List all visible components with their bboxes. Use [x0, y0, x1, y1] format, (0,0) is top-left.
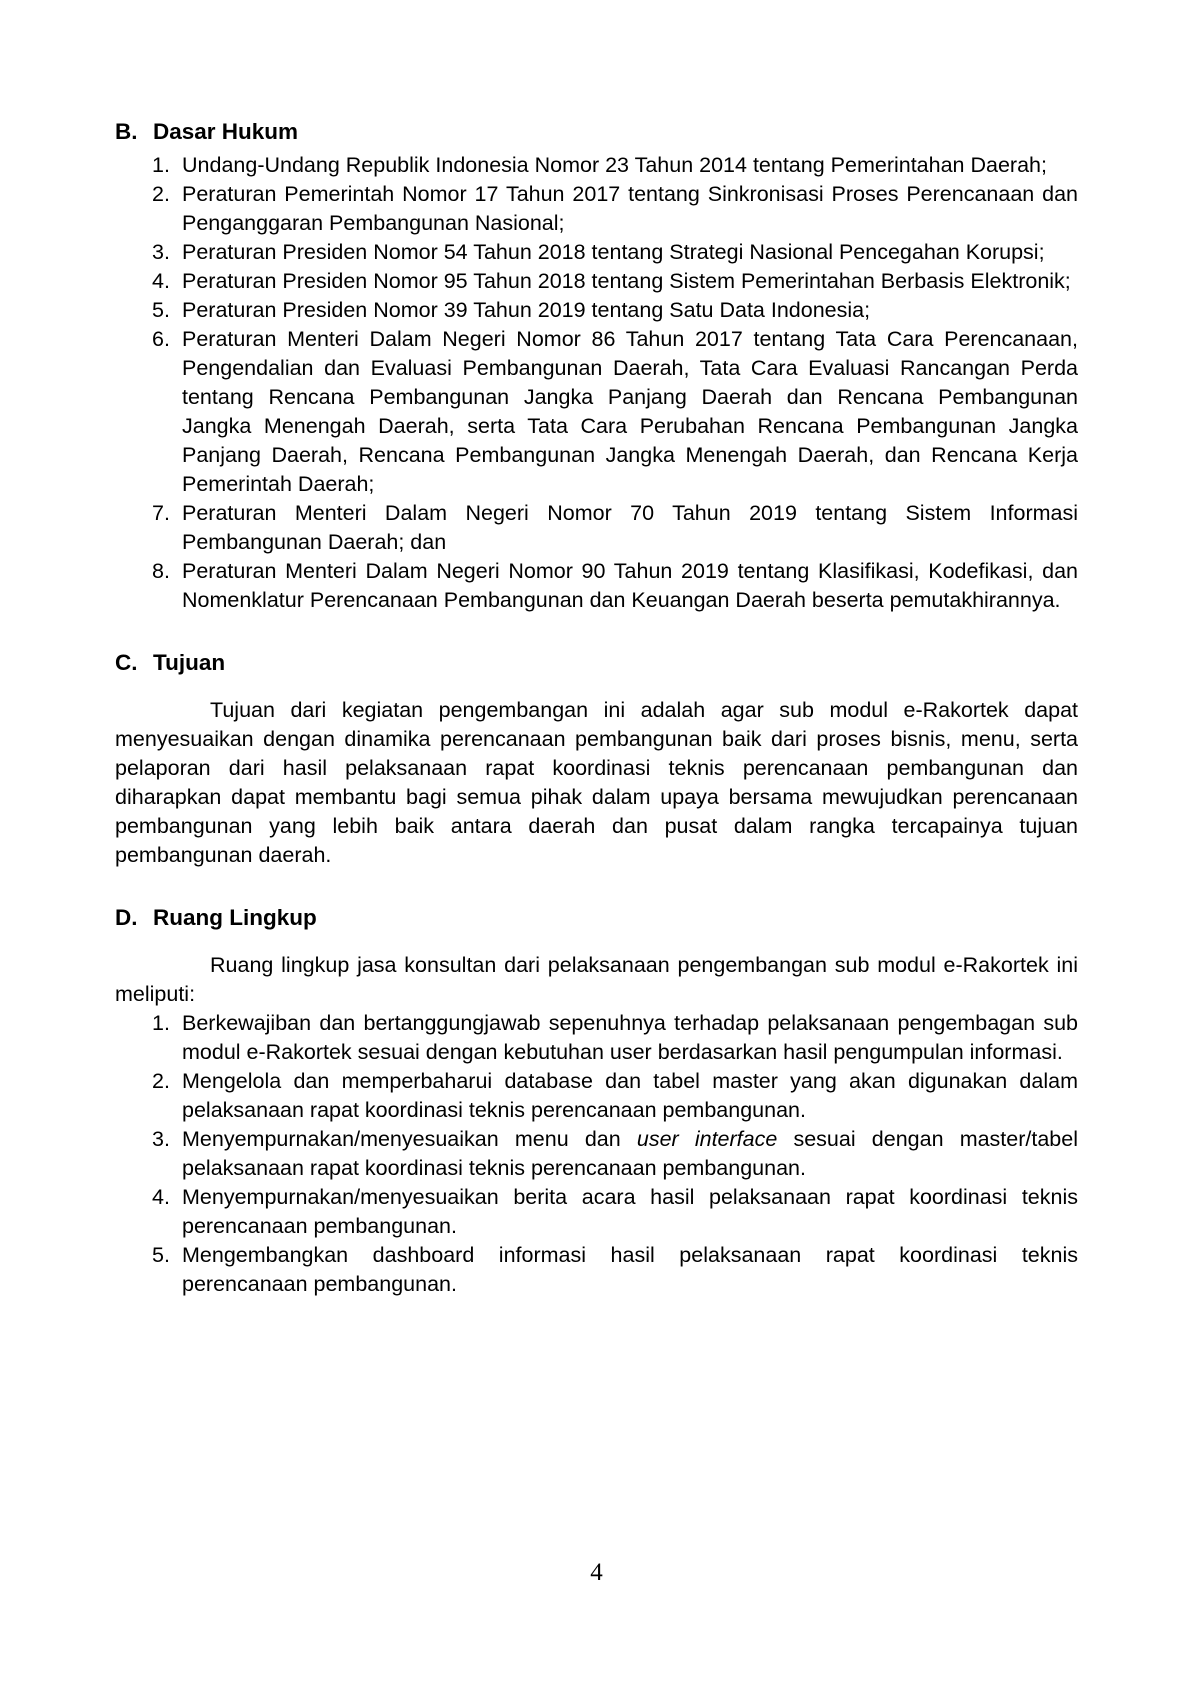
list-item-number: 2. — [152, 1069, 170, 1093]
list-item-text: Berkewajiban dan bertanggungjawab sepenuhnya terhadap pelaksanaan pengembagan sub modul e-Rakortek sesuai dengan kebutuhan user berdasarkan hasil pengumpulan informasi. — [182, 1011, 1078, 1064]
list-item — [115, 267, 1078, 296]
list-item-text-post: sesuai dengan master/tabel pelaksanaan rapat koordinasi teknis perencanaan pembangunan. — [182, 1127, 1078, 1180]
list-item-text: Peraturan Menteri Dalam Negeri Nomor 70 Tahun 2019 tentang Sistem Informasi Pembangunan Daerah; dan — [182, 501, 1078, 554]
list-item-number: 7. — [152, 501, 170, 525]
list-item — [115, 325, 1078, 499]
section-title: Tujuan — [153, 650, 226, 675]
list-item-text: Peraturan Presiden Nomor 54 Tahun 2018 tentang Strategi Nasional Pencegahan Korupsi; — [182, 240, 1045, 264]
ruang-lingkup-intro: Ruang lingkup jasa konsultan dari pelaksanaan pengembangan sub modul e-Rakortek ini meliputi: — [115, 953, 1078, 1006]
list-item-text: Peraturan Menteri Dalam Negeri Nomor 86 Tahun 2017 tentang Tata Cara Perencanaan, Pengendalian dan Evaluasi Pembangunan Daerah, Tata Cara Evaluasi Rancangan Perda tentang Rencana Pembangunan Jangka Panjang Daerah dan Rencana Pembangunan Jangka Menengah Daerah, serta Tata Cara Perubahan Rencana Pembangunan Jangka Panjang Daerah, Rencana Pembangunan Jangka Menengah Daerah, dan Rencana Kerja Pemerintah Daerah; — [182, 327, 1078, 496]
section-marker: B. — [115, 119, 138, 144]
section-marker: C. — [115, 650, 138, 675]
list-item-number: 5. — [152, 1243, 170, 1267]
list-item-text: Peraturan Pemerintah Nomor 17 Tahun 2017 tentang Sinkronisasi Proses Perencanaan dan Penganggaran Pembangunan Nasional; — [182, 182, 1078, 235]
list-item-text: Peraturan Presiden Nomor 95 Tahun 2018 tentang Sistem Pemerintahan Berbasis Elektronik; — [182, 269, 1071, 293]
list-item-text: Undang-Undang Republik Indonesia Nomor 23 Tahun 2014 tentang Pemerintahan Daerah; — [182, 153, 1047, 177]
list-item — [115, 1125, 1078, 1183]
list-item-number: 3. — [152, 240, 170, 264]
list-item-text: Mengembangkan dashboard informasi hasil pelaksanaan rapat koordinasi teknis perencanaan pembangunan. — [182, 1243, 1078, 1296]
list-item — [115, 1067, 1078, 1125]
section-ruang-lingkup — [115, 903, 1078, 1299]
list-item — [115, 151, 1078, 180]
section-tujuan — [115, 648, 1078, 870]
list-item-number: 4. — [152, 269, 170, 293]
tujuan-paragraph: Tujuan dari kegiatan pengembangan ini adalah agar sub modul e-Rakortek dapat menyesuaikan dengan dinamika perencanaan pembangunan baik dari proses bisnis, menu, serta pelaporan dari hasil pelaksanaan rapat koordinasi teknis perencanaan pembangunan dan diharapkan dapat membantu bagi semua pihak dalam upaya bersama mewujudkan perencanaan pembangunan yang lebih baik antara daerah dan pusat dalam rangka tercapainya tujuan pembangunan daerah. — [115, 698, 1078, 867]
list-item — [115, 499, 1078, 557]
list-item — [115, 1241, 1078, 1299]
section-heading-dasar-hukum — [115, 117, 1078, 146]
section-dasar-hukum — [115, 117, 1078, 615]
section-title: Ruang Lingkup — [153, 905, 317, 930]
section-heading-tujuan — [115, 648, 1078, 677]
list-item — [115, 180, 1078, 238]
section-heading-ruang-lingkup — [115, 903, 1078, 932]
list-item-number: 4. — [152, 1185, 170, 1209]
list-item-number: 1. — [152, 153, 170, 177]
section-title: Dasar Hukum — [153, 119, 299, 144]
list-item-number: 5. — [152, 298, 170, 322]
list-item — [115, 557, 1078, 615]
list-item-text: Menyempurnakan/menyesuaikan berita acara hasil pelaksanaan rapat koordinasi teknis perencanaan pembangunan. — [182, 1185, 1078, 1238]
list-item — [115, 238, 1078, 267]
list-item-text: Peraturan Presiden Nomor 39 Tahun 2019 tentang Satu Data Indonesia; — [182, 298, 871, 322]
ruang-lingkup-list — [115, 1009, 1078, 1299]
list-item-number: 1. — [152, 1011, 170, 1035]
list-item-text: Mengelola dan memperbaharui database dan tabel master yang akan digunakan dalam pelaksanaan rapat koordinasi teknis perencanaan pembangunan. — [182, 1069, 1078, 1122]
list-item-number: 3. — [152, 1127, 170, 1151]
list-item-text-pre: Menyempurnakan/menyesuaikan menu dan — [182, 1127, 637, 1151]
list-item-number: 2. — [152, 182, 170, 206]
list-item-number: 6. — [152, 327, 170, 351]
list-item-text — [182, 1125, 1078, 1183]
list-item-number: 8. — [152, 559, 170, 583]
list-item — [115, 1183, 1078, 1241]
list-item-text: Peraturan Menteri Dalam Negeri Nomor 90 Tahun 2019 tentang Klasifikasi, Kodefikasi, dan Nomenklatur Perencanaan Pembangunan dan Keuangan Daerah beserta pemutakhirannya. — [182, 559, 1078, 612]
list-item-text-italic: user interface — [636, 1127, 778, 1151]
page-number: 4 — [590, 1559, 603, 1586]
section-marker: D. — [115, 905, 138, 930]
dasar-hukum-list — [115, 151, 1078, 615]
list-item — [115, 296, 1078, 325]
list-item — [115, 1009, 1078, 1067]
